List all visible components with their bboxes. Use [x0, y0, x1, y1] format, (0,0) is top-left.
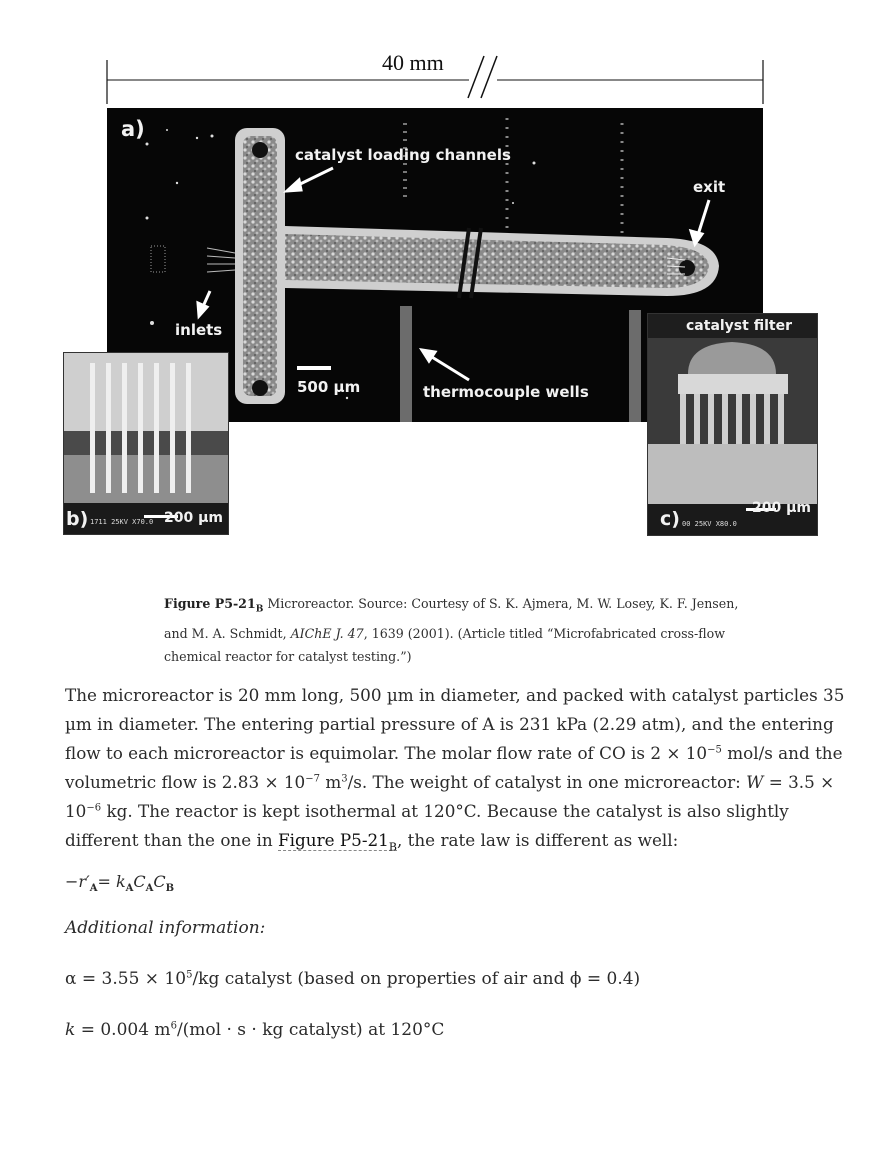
panel-b-sem-info: 1711 25KV X70.0 [90, 518, 154, 526]
panel-c-sem-info: 00 25KV X80.0 [682, 520, 737, 528]
panel-c-letter: c) [660, 508, 680, 530]
inset-b-inlet-channels [63, 352, 229, 535]
figure-caption [164, 592, 754, 668]
catalyst-filter-label: catalyst filter [686, 318, 792, 334]
scale-bar-500um-label: 500 µm [297, 378, 361, 396]
microreactor-figure [0, 0, 878, 560]
caption-text: Microreactor. Source: Courtesy of S. K. Ajmera, M. W. Losey, K. F. Jensen, and M. A. Schmidt, [164, 596, 739, 641]
inset-c-catalyst-filter [647, 313, 818, 536]
problem-paragraph: The microreactor is 20 mm long, 500 µm in diameter, and packed with catalyst particles 35 µm in diameter. The entering partial pressure of A is 231 kPa (2.29 atm), and the entering flow to each microreactor is equimolar. The molar flow rate of CO is $2 \times 10^{-5}$ mol/s and the volumetric flow is $2.83 \times 10^{-7}$ $m^3/s$. The weight of catalyst in one microreactor: $W = 3.5 \times 10^{-6}$ kg. The reactor is kept isothermal at 120°C. Because the catalyst is also slightly different than the one in Figure $P5-21_B$, the rate law is different as well: [65, 685, 845, 854]
inlets-label: inlets [175, 321, 223, 339]
caption-journal: AIChE J. 47 [290, 625, 364, 641]
alpha-parameter-line: $\alpha = 3.55 \times 10^5/kg$ catalyst (based on properties of air and ϕ = 0.4) [65, 969, 641, 989]
figure-id: Figure $P5-21_B$ [164, 596, 264, 615]
thermocouple-wells-label: thermocouple wells [423, 383, 589, 401]
caption-text-end: , 1639 (2001). (Article titled “Microfabricated cross-flow chemical reactor for catalyst testing.”) [164, 625, 726, 664]
figure-reference-link[interactable]: Figure $P5-21_B$ [278, 830, 397, 854]
rate-law-equation: $-r'_A= k_AC_AC_B$ [65, 872, 175, 895]
additional-information-heading: Additional information: [65, 918, 266, 938]
panel-b-letter: b) [66, 508, 89, 530]
panel-c-scale-label: 200 µm [752, 500, 811, 516]
rate-constant-line: k = 0.004 $m^6/(mol \cdot s$ · kg catalyst) at 120°C [65, 1020, 445, 1040]
panel-a-letter: a) [121, 117, 145, 141]
panel-b-scale-label: 200 µm [164, 510, 223, 526]
exit-label: exit [693, 178, 726, 196]
inlet-channels-illustration [64, 353, 228, 534]
catalyst-loading-channels-label: catalyst loading channels [295, 146, 511, 164]
dimension-label: 40 mm [382, 50, 444, 75]
